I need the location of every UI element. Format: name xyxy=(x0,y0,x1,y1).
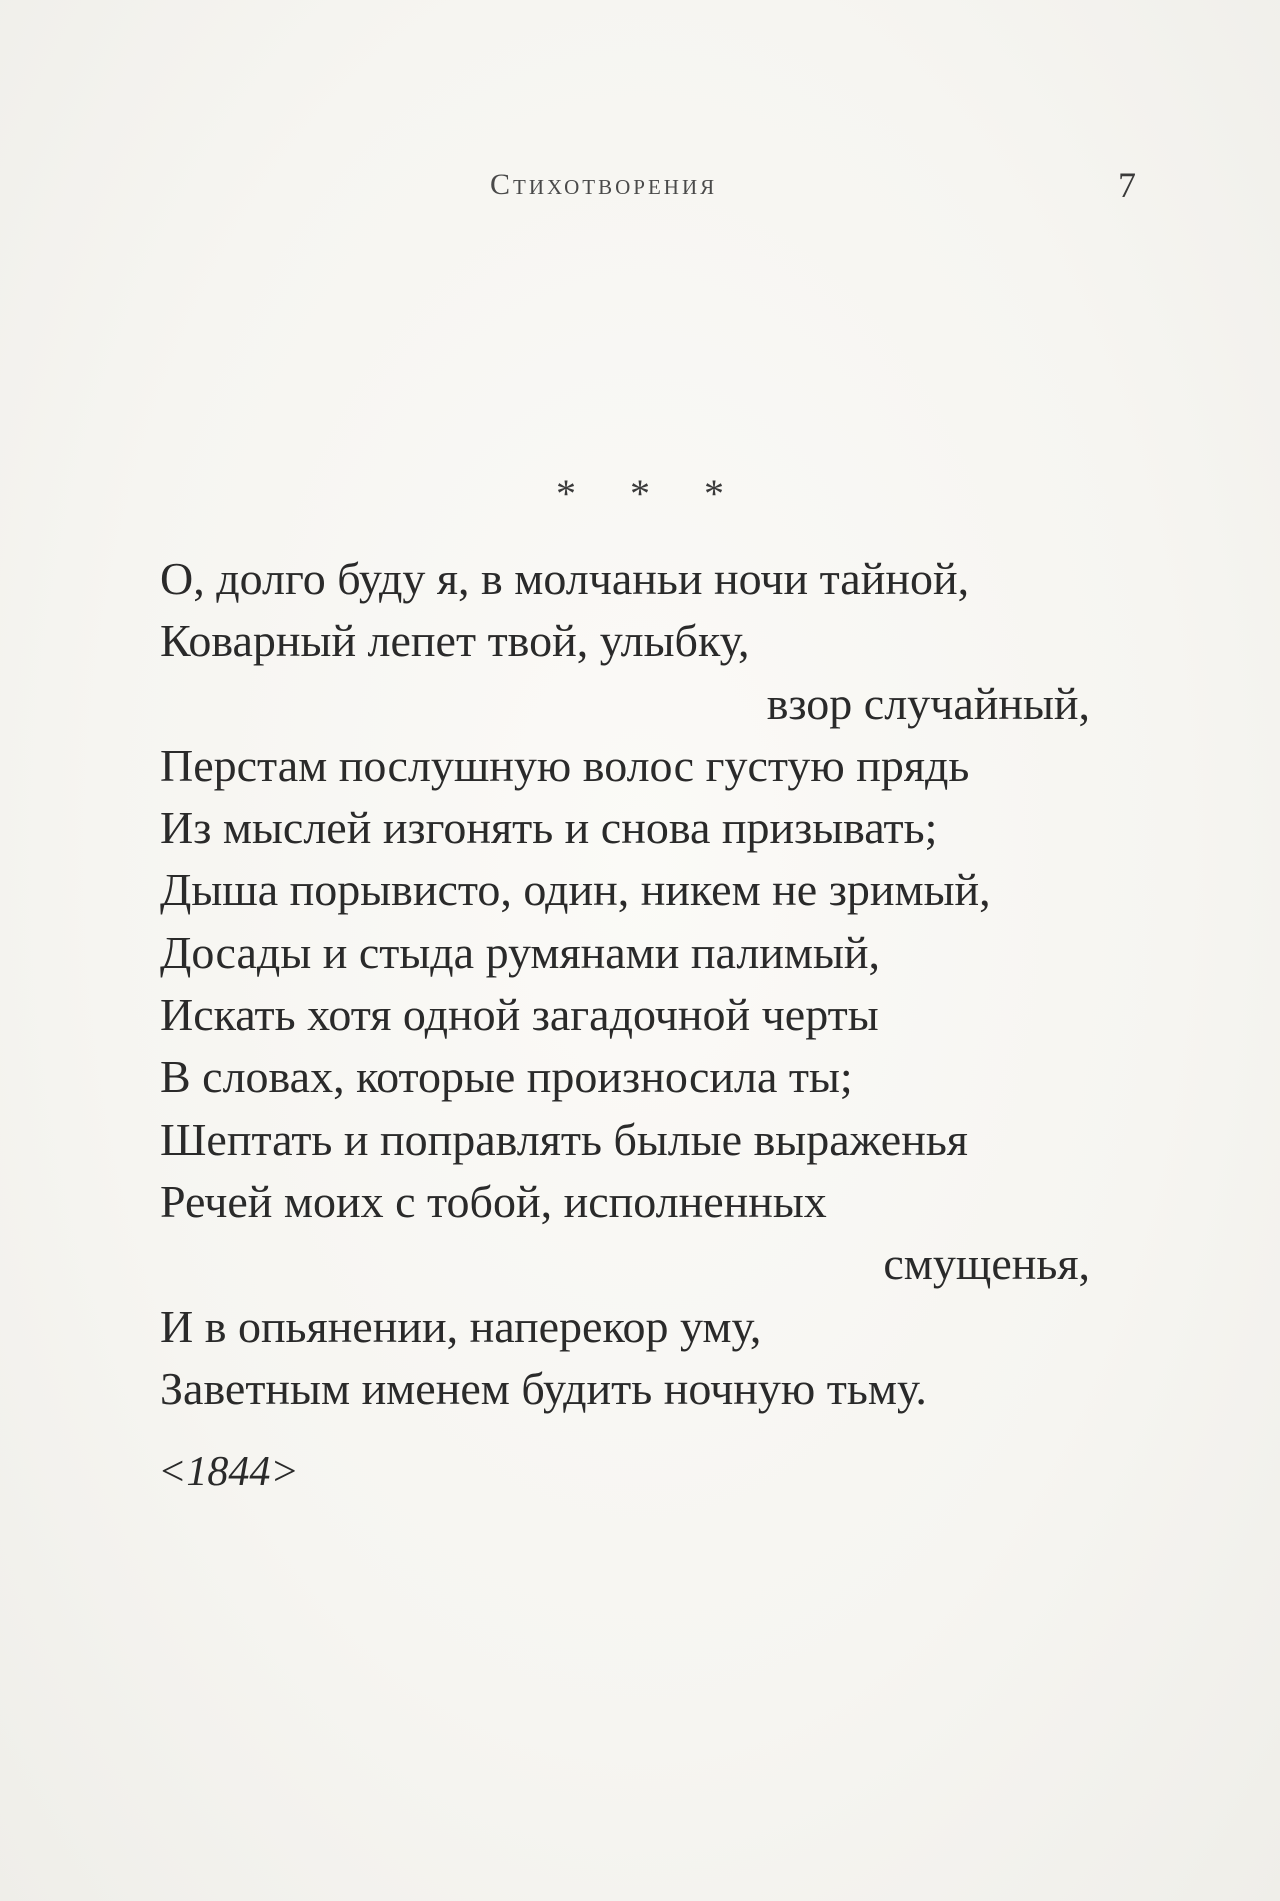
poem-line: В словах, которые произносила ты; xyxy=(160,1051,853,1103)
poem-line-continuation: взор случайный, xyxy=(766,677,1090,729)
poem-body xyxy=(160,548,1090,1420)
poem-date: <1844> xyxy=(158,1449,299,1495)
poem-line: О, долго буду я, в молчаньи ночи тайной, xyxy=(160,553,970,604)
poem-line: Из мыслей изгонять и снова призывать; xyxy=(160,802,938,854)
poem-line: Досады и стыда румянами палимый, xyxy=(160,926,881,978)
running-head xyxy=(0,165,1280,208)
section-separator: * * * xyxy=(556,471,746,516)
poem-line: Речей моих с тобой, исполненных xyxy=(160,1175,827,1227)
running-title: Стихотворения xyxy=(490,168,718,201)
poem-line: Шептать и поправлять былые выраженья xyxy=(160,1113,968,1165)
page-number: 7 xyxy=(1118,165,1136,205)
poem-line: И в опьянении, наперекор уму, xyxy=(160,1300,762,1352)
poem-line: Перстам послушную волос густую прядь xyxy=(160,739,970,791)
poem-line: Дыша порывисто, один, никем не зримый, xyxy=(160,864,991,916)
poem-line: Коварный лепет твой, улыбку, xyxy=(160,615,750,667)
poem-line: Заветным именем будить ночную тьму. xyxy=(160,1362,927,1414)
poem-line-continuation: смущенья, xyxy=(883,1238,1090,1290)
poem-line: Искать хотя одной загадочной черты xyxy=(160,989,879,1041)
